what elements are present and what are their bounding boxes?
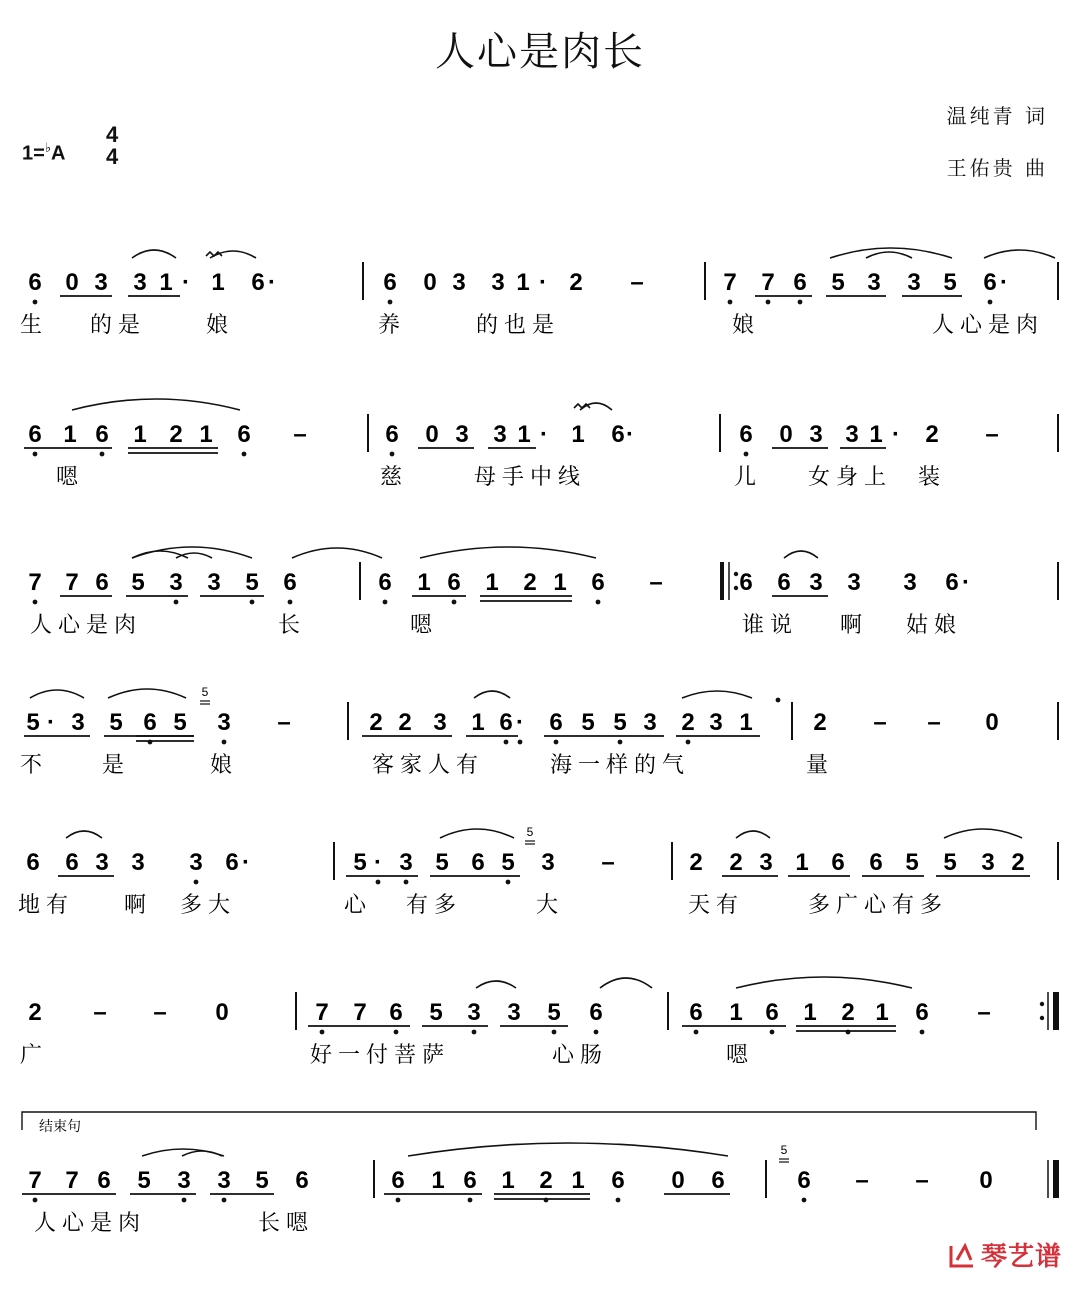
note: 5 xyxy=(245,569,259,596)
note: 1 xyxy=(417,569,431,596)
song-title: 人心是肉长 xyxy=(435,29,645,75)
note: 0 xyxy=(425,421,439,448)
note: 3 xyxy=(541,849,555,876)
note: 1 xyxy=(485,569,499,596)
lyric-text: 嗯 xyxy=(409,613,439,638)
note: 3 xyxy=(133,269,147,296)
note: 5 xyxy=(501,849,515,876)
slur xyxy=(132,250,176,258)
lyric-text: 好一付菩萨 xyxy=(309,1043,451,1068)
lyricist-credit: 温纯青 词 xyxy=(946,104,1048,128)
note: 7 xyxy=(353,999,367,1026)
lyric-text: 装 xyxy=(917,465,947,490)
note: 3 xyxy=(207,569,221,596)
slur xyxy=(66,831,102,838)
lyric-text: 嗯 xyxy=(55,465,85,490)
note: · xyxy=(539,269,547,296)
note: 6 xyxy=(471,849,485,876)
octave-dot-below xyxy=(388,300,393,305)
note: 1 xyxy=(431,1167,445,1194)
note: 3 xyxy=(709,709,723,736)
lyric-text: 长嗯 xyxy=(257,1211,315,1236)
slur xyxy=(830,248,952,258)
note: 6 xyxy=(26,849,40,876)
note: · xyxy=(540,421,548,448)
octave-dot-below xyxy=(320,1030,325,1035)
lyric-text: 广 xyxy=(19,1043,49,1068)
note: 6 xyxy=(689,999,703,1026)
grace-note: 5 xyxy=(201,685,209,699)
note: 3 xyxy=(399,849,413,876)
repeat-dot xyxy=(734,572,738,576)
octave-dot-below xyxy=(728,300,733,305)
lyric-text: 养 xyxy=(377,313,407,338)
note: · xyxy=(1000,269,1008,296)
note: 6 xyxy=(945,569,959,596)
note: 3 xyxy=(452,269,466,296)
note: 0 xyxy=(423,269,437,296)
note: 3 xyxy=(845,421,859,448)
note: 0 xyxy=(671,1167,685,1194)
key-note: A xyxy=(50,142,66,165)
note: 7 xyxy=(28,1167,42,1194)
note: 5 xyxy=(429,999,443,1026)
note: 7 xyxy=(65,569,79,596)
note: – xyxy=(630,269,644,296)
slur xyxy=(182,1151,222,1156)
note: · xyxy=(892,421,900,448)
note: · xyxy=(962,569,970,596)
note: 0 xyxy=(215,999,229,1026)
note: 1 xyxy=(875,999,889,1026)
note: 5 xyxy=(26,709,40,736)
note: 3 xyxy=(809,569,823,596)
note: 6 xyxy=(611,421,625,448)
octave-dot-below xyxy=(100,452,105,457)
note: 6 xyxy=(95,569,109,596)
note: 5 xyxy=(255,1167,269,1194)
repeat-dot xyxy=(1040,1016,1044,1020)
octave-dot-below xyxy=(390,452,395,457)
note: 1 xyxy=(739,709,753,736)
lyric-text: 不 xyxy=(19,753,49,778)
lyric-text: 客家人有 xyxy=(371,753,485,778)
note: 6 xyxy=(283,569,297,596)
octave-dot-below xyxy=(250,600,255,605)
note: 3 xyxy=(217,709,231,736)
note: 6 xyxy=(237,421,251,448)
ending-label: 结束句 xyxy=(39,1119,81,1135)
note: 1 xyxy=(517,421,531,448)
lyric-text: 啊 xyxy=(839,613,869,638)
slur xyxy=(736,977,912,988)
octave-dot-below xyxy=(596,600,601,605)
note: 6 xyxy=(869,849,883,876)
note: · xyxy=(374,849,382,876)
octave-dot-below xyxy=(694,1030,699,1035)
octave-dot-below xyxy=(920,1030,925,1035)
note: 6 xyxy=(739,421,753,448)
note: 6 xyxy=(983,269,997,296)
note: – xyxy=(977,999,991,1026)
note: 2 xyxy=(398,709,412,736)
note: 7 xyxy=(65,1167,79,1194)
slur xyxy=(600,978,652,988)
slur xyxy=(420,547,596,558)
lyric-text: 是 xyxy=(101,753,131,778)
lyric-text: 啊 xyxy=(123,893,153,918)
note: 0 xyxy=(985,709,999,736)
slur xyxy=(72,399,240,410)
note: 5 xyxy=(943,849,957,876)
octave-dot-below xyxy=(33,300,38,305)
note: 1 xyxy=(501,1167,515,1194)
note: 2 xyxy=(925,421,939,448)
note: 2 xyxy=(681,709,695,736)
octave-dot-below xyxy=(468,1198,473,1203)
octave-dot-below xyxy=(744,452,749,457)
time-signature-bottom: 4 xyxy=(106,144,119,169)
note: 5 xyxy=(547,999,561,1026)
note: 1 xyxy=(869,421,883,448)
time-signature-top: 4 xyxy=(106,122,119,147)
octave-dot-below xyxy=(288,600,293,605)
note: 6 xyxy=(831,849,845,876)
note: · xyxy=(516,709,524,736)
lyric-text: 谁说 xyxy=(741,613,799,638)
note: 6 xyxy=(777,569,791,596)
note: – xyxy=(277,709,291,736)
octave-dot-below xyxy=(404,880,409,885)
note: 1 xyxy=(571,1167,585,1194)
note: 3 xyxy=(507,999,521,1026)
note: · xyxy=(242,849,250,876)
octave-dot-below xyxy=(396,1198,401,1203)
lyric-text: 娘 xyxy=(205,313,235,338)
grace-note: 5 xyxy=(526,825,534,839)
lyric-text: 儿 xyxy=(733,465,763,490)
note: 7 xyxy=(761,269,775,296)
note: 5 xyxy=(131,569,145,596)
note: · xyxy=(47,709,55,736)
slur xyxy=(476,981,516,988)
note: 6 xyxy=(97,1167,111,1194)
note: 1 xyxy=(553,569,567,596)
octave-dot-below xyxy=(452,600,457,605)
note: · xyxy=(268,269,276,296)
note: 3 xyxy=(71,709,85,736)
octave-dot-below xyxy=(383,600,388,605)
repeat-dot xyxy=(734,586,738,590)
note: 1 xyxy=(729,999,743,1026)
ending-bracket xyxy=(22,1112,1036,1130)
note: · xyxy=(626,421,634,448)
note: 3 xyxy=(491,269,505,296)
note: 6 xyxy=(28,421,42,448)
note: – xyxy=(985,421,999,448)
note: 7 xyxy=(723,269,737,296)
note: 3 xyxy=(907,269,921,296)
lyric-text: 天有 xyxy=(687,893,745,918)
note: – xyxy=(649,569,663,596)
lyric-text: 娘 xyxy=(209,753,239,778)
mordent-icon xyxy=(206,252,222,256)
note: 6 xyxy=(378,569,392,596)
octave-dot-below xyxy=(504,740,509,745)
note: 6 xyxy=(95,421,109,448)
slur xyxy=(736,831,770,838)
lyric-text: 人心是肉 xyxy=(29,613,143,638)
note: 6 xyxy=(389,999,403,1026)
slur xyxy=(176,553,212,558)
logo-icon xyxy=(947,1240,977,1270)
octave-dot-below xyxy=(798,300,803,305)
note: 3 xyxy=(467,999,481,1026)
lyric-text: 心 xyxy=(343,893,373,918)
lyric-text: 的也是 xyxy=(475,313,561,338)
note: 2 xyxy=(169,421,183,448)
note: 6 xyxy=(915,999,929,1026)
note: 7 xyxy=(28,569,42,596)
note: 3 xyxy=(455,421,469,448)
slur xyxy=(944,829,1022,838)
octave-dot-below xyxy=(554,740,559,745)
site-logo xyxy=(947,1236,1062,1273)
octave-dot-below xyxy=(194,880,199,885)
note: 1 xyxy=(159,269,173,296)
note: 6 xyxy=(589,999,603,1026)
lyric-text: 多广心有多 xyxy=(807,893,949,918)
note: 6 xyxy=(793,269,807,296)
slur xyxy=(580,403,612,410)
note: 6 xyxy=(447,569,461,596)
note: 3 xyxy=(177,1167,191,1194)
note: 3 xyxy=(217,1167,231,1194)
note: 5 xyxy=(109,709,123,736)
note: 3 xyxy=(94,269,108,296)
note: 2 xyxy=(539,1167,553,1194)
note: 2 xyxy=(569,269,583,296)
octave-dot-below xyxy=(376,880,381,885)
note: 1 xyxy=(803,999,817,1026)
lyric-text: 海一样的气 xyxy=(549,753,691,778)
lyric-text: 长 xyxy=(277,613,307,638)
slur xyxy=(474,691,510,698)
octave-dot-below xyxy=(518,740,523,745)
note: – xyxy=(927,709,941,736)
note: 2 xyxy=(729,849,743,876)
note: 0 xyxy=(779,421,793,448)
note: – xyxy=(873,709,887,736)
note: 3 xyxy=(131,849,145,876)
note: 6 xyxy=(711,1167,725,1194)
note: 6 xyxy=(591,569,605,596)
note: 5 xyxy=(435,849,449,876)
note: 6 xyxy=(143,709,157,736)
octave-dot-below xyxy=(394,1030,399,1035)
note: – xyxy=(855,1167,869,1194)
octave-dot-below xyxy=(770,1030,775,1035)
note: 1 xyxy=(516,269,530,296)
note: 2 xyxy=(813,709,827,736)
lyric-text: 姑娘 xyxy=(905,613,963,638)
note: 3 xyxy=(189,849,203,876)
note: 6 xyxy=(225,849,239,876)
note: 6 xyxy=(65,849,79,876)
note: 5 xyxy=(353,849,367,876)
note: 6 xyxy=(463,1167,477,1194)
note: 2 xyxy=(523,569,537,596)
lyric-text: 母手中线 xyxy=(473,465,587,490)
lyric-text: 量 xyxy=(805,753,835,778)
slur xyxy=(984,250,1055,258)
grace-note: 5 xyxy=(780,1143,788,1157)
note: 1 xyxy=(63,421,77,448)
slur xyxy=(440,829,514,838)
note: 6 xyxy=(739,569,753,596)
note: 5 xyxy=(613,709,627,736)
note: 3 xyxy=(169,569,183,596)
octave-dot-below xyxy=(506,880,511,885)
repeat-dot xyxy=(1040,1002,1044,1006)
note: 0 xyxy=(979,1167,993,1194)
note: 2 xyxy=(369,709,383,736)
note: 1 xyxy=(133,421,147,448)
lyric-text: 人心是肉 xyxy=(931,313,1045,338)
note: – xyxy=(93,999,107,1026)
octave-dot-below xyxy=(222,1198,227,1203)
lyric-text: 生 xyxy=(19,313,49,338)
note: 2 xyxy=(1011,849,1025,876)
octave-dot-below xyxy=(616,1198,621,1203)
note: 3 xyxy=(643,709,657,736)
note: 1 xyxy=(795,849,809,876)
note: 6 xyxy=(391,1167,405,1194)
note: 2 xyxy=(841,999,855,1026)
note: 2 xyxy=(28,999,42,1026)
octave-dot-below xyxy=(33,452,38,457)
note: 5 xyxy=(581,709,595,736)
slur xyxy=(292,548,382,558)
octave-dot-below xyxy=(618,740,623,745)
note: 6 xyxy=(499,709,513,736)
note: 6 xyxy=(765,999,779,1026)
lyric-text: 慈 xyxy=(379,465,409,490)
octave-dot-below xyxy=(174,600,179,605)
lyric-text: 的是 xyxy=(89,313,147,338)
note: 6 xyxy=(385,421,399,448)
note: 1 xyxy=(571,421,585,448)
note: 1 xyxy=(211,269,225,296)
note: 7 xyxy=(315,999,329,1026)
note: 6 xyxy=(383,269,397,296)
lyric-text: 地有 xyxy=(17,893,75,918)
note: 3 xyxy=(95,849,109,876)
note: 6 xyxy=(295,1167,309,1194)
watermark-text: 琴艺谱 xyxy=(980,1242,1062,1272)
note: 3 xyxy=(867,269,881,296)
lyric-text: 嗯 xyxy=(725,1043,755,1068)
octave-dot-below xyxy=(242,452,247,457)
lyric-text: 多大 xyxy=(179,893,237,918)
lyric-text: 女身上 xyxy=(807,465,893,490)
flat-sign: ♭ xyxy=(44,140,51,155)
octave-dot-below xyxy=(182,1198,187,1203)
note: 6 xyxy=(549,709,563,736)
note: 5 xyxy=(943,269,957,296)
lyric-text: 心肠 xyxy=(551,1043,609,1068)
octave-dot-below xyxy=(686,740,691,745)
note: 6 xyxy=(797,1167,811,1194)
octave-dot-below xyxy=(552,1030,557,1035)
note: 3 xyxy=(493,421,507,448)
note: 5 xyxy=(137,1167,151,1194)
lyric-text: 有多 xyxy=(405,893,463,918)
slur xyxy=(784,551,818,558)
octave-dot-below xyxy=(222,740,227,745)
octave-dot-above xyxy=(776,698,781,703)
note: – xyxy=(601,849,615,876)
note: 1 xyxy=(199,421,213,448)
note: 5 xyxy=(905,849,919,876)
note: · xyxy=(182,269,190,296)
note: 5 xyxy=(173,709,187,736)
note: 2 xyxy=(689,849,703,876)
octave-dot-below xyxy=(802,1198,807,1203)
note: – xyxy=(915,1167,929,1194)
octave-dot-below xyxy=(766,300,771,305)
note: – xyxy=(153,999,167,1026)
note: 6 xyxy=(251,269,265,296)
slur xyxy=(682,691,752,698)
note: – xyxy=(293,421,307,448)
octave-dot-below xyxy=(472,1030,477,1035)
note: 1 xyxy=(471,709,485,736)
note: 3 xyxy=(847,569,861,596)
slur xyxy=(866,252,912,258)
lyric-text: 人心是肉 xyxy=(33,1211,147,1236)
note: 6 xyxy=(611,1167,625,1194)
slur xyxy=(408,1143,728,1156)
note: 3 xyxy=(759,849,773,876)
note: 0 xyxy=(65,269,79,296)
lyric-text: 大 xyxy=(535,893,565,918)
octave-dot-below xyxy=(33,1198,38,1203)
lyric-text: 娘 xyxy=(731,313,761,338)
key-prefix: 1= xyxy=(22,142,45,165)
note: 3 xyxy=(903,569,917,596)
note: 3 xyxy=(433,709,447,736)
octave-dot-below xyxy=(988,300,993,305)
octave-dot-below xyxy=(33,600,38,605)
note: 6 xyxy=(28,269,42,296)
note: 3 xyxy=(981,849,995,876)
note: 5 xyxy=(831,269,845,296)
composer-credit: 王佑贵 曲 xyxy=(946,156,1048,180)
slur xyxy=(30,690,84,698)
note: 3 xyxy=(809,421,823,448)
slur xyxy=(108,689,186,698)
mordent-icon xyxy=(574,404,590,408)
octave-dot-below xyxy=(594,1030,599,1035)
